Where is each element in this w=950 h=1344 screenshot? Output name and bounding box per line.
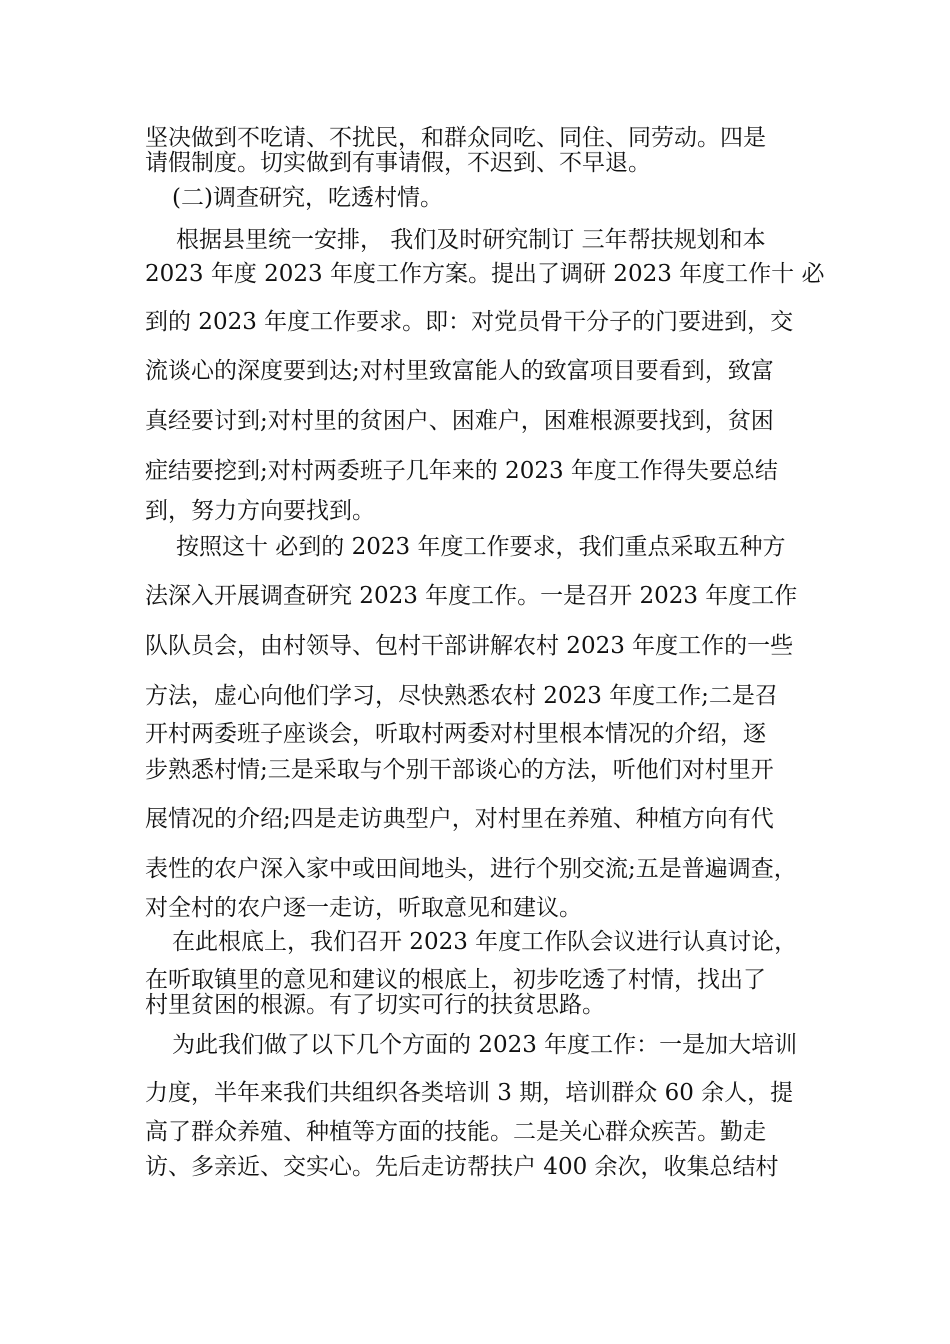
text-line: 请假制度。切实做到有事请假，不迟到、不早退。	[145, 150, 651, 176]
text-line: 访、多亲近、交实心。先后走访帮扶户 400 余次，收集总结村	[145, 1154, 779, 1180]
text-line: 在听取镇里的意见和建议的根底上，初步吃透了村情，找出了	[145, 967, 766, 993]
text-line: 为此我们做了以下几个方面的 2023 年度工作：一是加大培训	[172, 1032, 798, 1058]
text-line: 步熟悉村情;三是采取与个别干部谈心的方法，听他们对村里开	[145, 757, 774, 783]
text-line: 队队员会，由村领导、包村干部讲解农村 2023 年度工作的一些	[145, 633, 794, 659]
section-heading: (二)调查研究，吃透村情。	[172, 185, 443, 211]
text-line: 法深入开展调查研究 2023 年度工作。一是召开 2023 年度工作	[145, 583, 798, 609]
text-line: 开村两委班子座谈会，听取村两委对村里根本情况的介绍，逐	[145, 721, 766, 747]
text-line: 高了群众养殖、种植等方面的技能。二是关心群众疾苦。勤走	[145, 1119, 766, 1145]
text-line: 2023 年度 2023 年度工作方案。提出了调研 2023 年度工作十 必	[145, 261, 825, 287]
text-line: 方法，虚心向他们学习，尽快熟悉农村 2023 年度工作;二是召	[145, 683, 778, 709]
text-line: 按照这十 必到的 2023 年度工作要求，我们重点采取五种方	[176, 534, 786, 560]
text-line: 展情况的介绍;四是走访典型户，对村里在养殖、种植方向有代	[145, 806, 774, 832]
text-line: 坚决做到不吃请、不扰民，和群众同吃、同住、同劳动。四是	[145, 125, 766, 151]
text-line: 力度，半年来我们共组织各类培训 3 期，培训群众 60 余人，提	[145, 1080, 794, 1106]
text-line: 真经要讨到;对村里的贫困户、困难户，困难根源要找到，贫困	[145, 408, 774, 434]
text-line: 村里贫困的根源。有了切实可行的扶贫思路。	[145, 992, 605, 1018]
text-line: 表性的农户深入家中或田间地头，进行个别交流;五是普遍调查，	[145, 856, 797, 882]
text-line: 流谈心的深度要到达;对村里致富能人的致富项目要看到，致富	[145, 358, 774, 384]
text-line: 到的 2023 年度工作要求。即：对党员骨干分子的门要进到，交	[145, 309, 794, 335]
text-line: 对全村的农户逐一走访，听取意见和建议。	[145, 895, 582, 921]
text-line: 症结要挖到;对村两委班子几年来的 2023 年度工作得失要总结	[145, 458, 778, 484]
text-line: 根据县里统一安排， 我们及时研究制订 三年帮扶规划和本	[176, 227, 766, 253]
text-line: 在此根底上，我们召开 2023 年度工作队会议进行认真讨论，	[172, 929, 798, 955]
text-line: 到，努力方向要找到。	[145, 498, 375, 524]
